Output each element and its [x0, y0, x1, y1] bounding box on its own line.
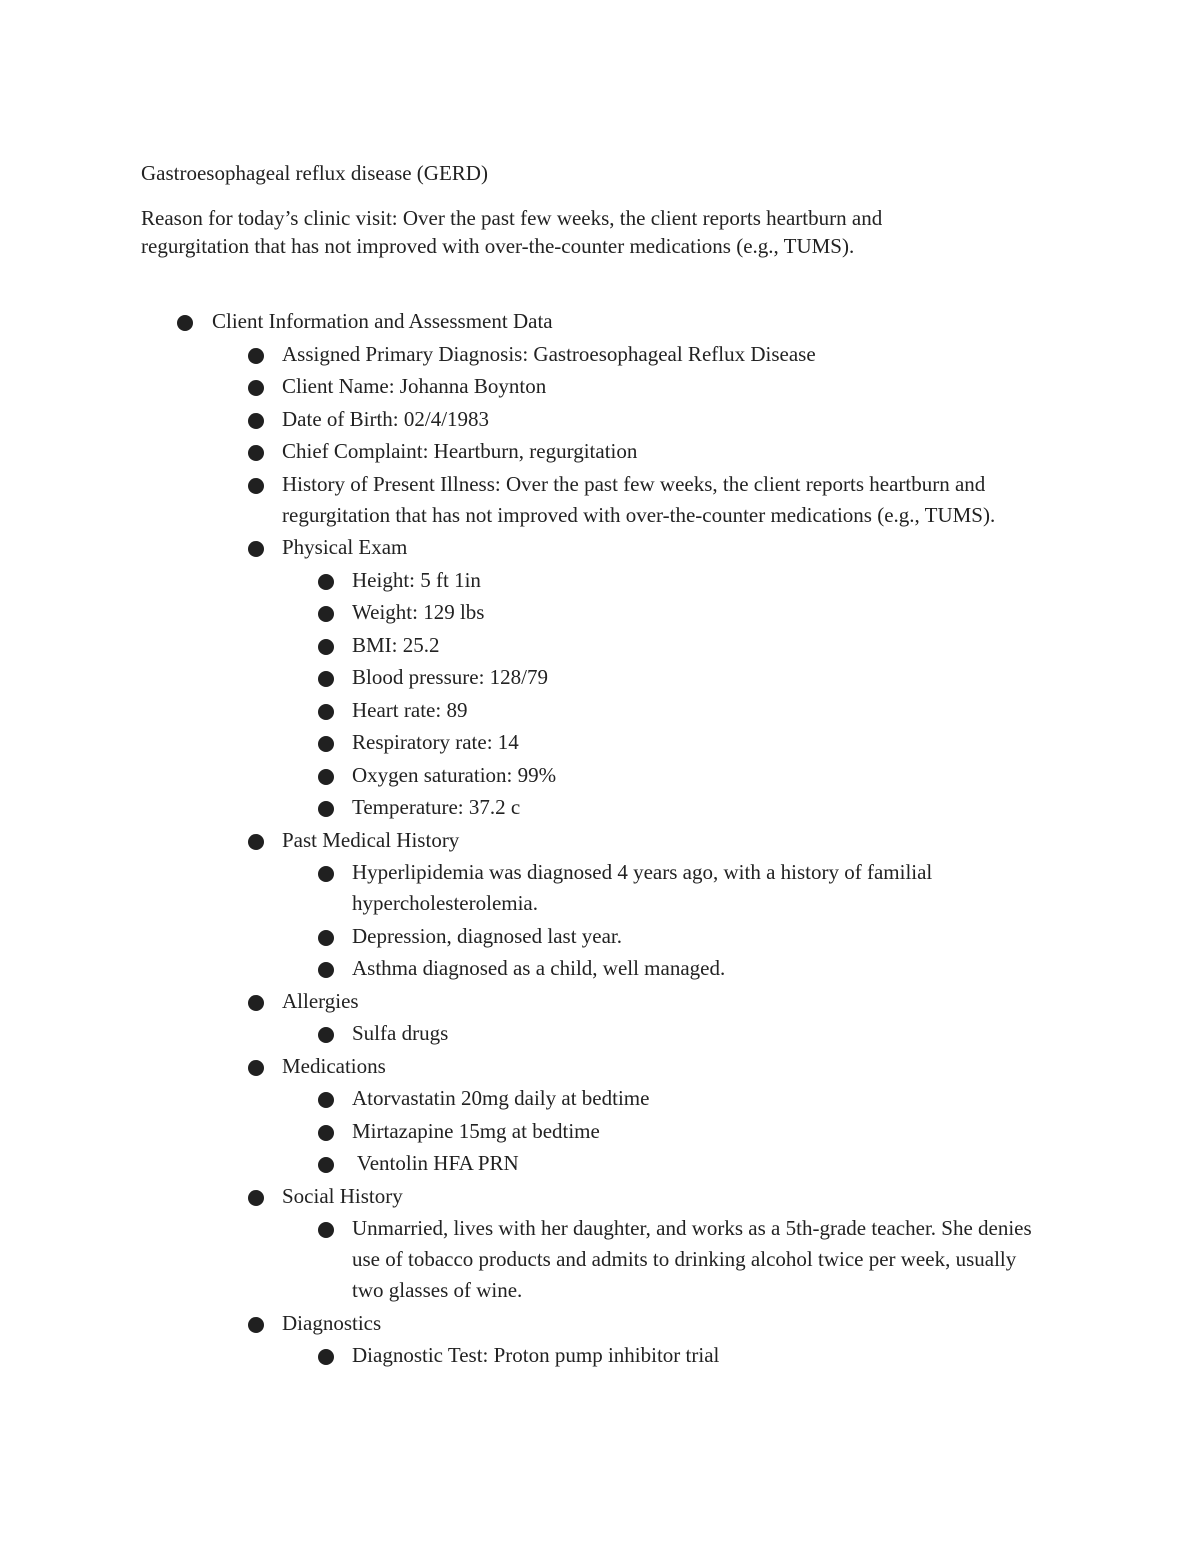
bullet-icon	[248, 1317, 264, 1333]
list-item-date-of-birth	[0, 404, 1200, 435]
list-item-weight	[0, 597, 1200, 628]
bullet-icon	[318, 736, 334, 752]
list-item-height	[0, 565, 1200, 596]
list-item-atorvastatin	[0, 1083, 1200, 1114]
bullet-icon	[248, 541, 264, 557]
history-of-present-illness-text: History of Present Illness: Over the past few weeks, the client reports heartburn and regurgitation that has not improved with over-the-counter medications (e.g., TUMS).	[282, 471, 996, 527]
medication-text: Mirtazapine 15mg at bedtime	[352, 1118, 600, 1143]
list-item-social-history-detail	[0, 1213, 1200, 1306]
bullet-icon	[318, 962, 334, 978]
list-item-chief-complaint	[0, 436, 1200, 467]
date-of-birth-text: Date of Birth: 02/4/1983	[282, 406, 490, 431]
list-item-allergies	[0, 986, 1200, 1017]
list-item-hyperlipidemia	[0, 857, 1200, 919]
visit-reason-line: regurgitation that has not improved with over-the-counter medications (e.g., TUMS).	[141, 234, 855, 258]
vital-sign-text: Height: 5 ft 1in	[352, 567, 481, 592]
bullet-icon	[318, 801, 334, 817]
bullet-icon	[318, 769, 334, 785]
bullet-icon	[248, 478, 264, 494]
list-item-temperature	[0, 792, 1200, 823]
list-item-bmi	[0, 630, 1200, 661]
list-item-heart-rate	[0, 695, 1200, 726]
bullet-icon	[318, 1157, 334, 1173]
list-item-client-name	[0, 371, 1200, 402]
list-item-depression	[0, 921, 1200, 952]
vital-sign-text: Oxygen saturation: 99%	[352, 762, 557, 787]
list-item-social-history	[0, 1181, 1200, 1212]
primary-diagnosis-text: Assigned Primary Diagnosis: Gastroesophageal Reflux Disease	[282, 341, 816, 366]
vital-sign-text: Blood pressure: 128/79	[352, 665, 548, 689]
list-item-ventolin	[0, 1148, 1200, 1179]
section-heading-client-information	[0, 306, 1200, 337]
list-item-physical-exam	[0, 532, 1200, 563]
diagnostics-heading: Diagnostics	[282, 1310, 382, 1335]
diagnostic-test-text: Diagnostic Test: Proton pump inhibitor trial	[352, 1343, 720, 1367]
medication-text: Atorvastatin 20mg daily at bedtime	[352, 1086, 650, 1110]
medication-text: Ventolin HFA PRN	[352, 1151, 519, 1175]
list-item-sulfa-drugs	[0, 1018, 1200, 1049]
list-item-asthma	[0, 953, 1200, 984]
allergies-heading: Allergies	[282, 988, 359, 1013]
assessment-outline	[0, 306, 1200, 1373]
bullet-icon	[318, 930, 334, 946]
bullet-icon	[318, 1349, 334, 1365]
bullet-icon	[318, 1222, 334, 1238]
list-item-medications	[0, 1051, 1200, 1082]
list-item-respiratory-rate	[0, 727, 1200, 758]
section-heading-label: Client Information and Assessment Data	[212, 309, 553, 333]
bullet-icon	[318, 866, 334, 882]
bullet-icon	[248, 348, 264, 364]
list-item-diagnostics	[0, 1308, 1200, 1339]
list-item-oxygen-saturation	[0, 760, 1200, 791]
social-history-heading: Social History	[282, 1183, 403, 1208]
list-item-past-medical-history	[0, 825, 1200, 856]
past-medical-history-heading: Past Medical History	[282, 827, 460, 852]
list-item-blood-pressure	[0, 662, 1200, 693]
visit-reason-line: Reason for today’s clinic visit: Over the past few weeks, the client reports heartburn and	[141, 206, 883, 230]
medical-history-text: Depression, diagnosed last year.	[352, 923, 623, 948]
bullet-icon	[248, 1190, 264, 1206]
medical-history-text: Asthma diagnosed as a child, well managed.	[352, 956, 726, 980]
bullet-icon	[248, 1060, 264, 1076]
vital-sign-text: Respiratory rate: 14	[352, 730, 519, 754]
bullet-icon	[318, 1092, 334, 1108]
social-history-text: Unmarried, lives with her daughter, and works as a 5th-grade teacher. She denies use of tobacco products and admits to drinking alcohol twice per week, usually two glasses of wine.	[352, 1216, 1032, 1302]
bullet-icon	[318, 639, 334, 655]
list-item-primary-diagnosis	[0, 339, 1200, 370]
vital-sign-text: Temperature: 37.2 c	[352, 795, 521, 819]
bullet-icon	[248, 445, 264, 461]
chief-complaint-text: Chief Complaint: Heartburn, regurgitation	[282, 439, 638, 463]
physical-exam-heading: Physical Exam	[282, 535, 408, 559]
list-item-mirtazapine	[0, 1116, 1200, 1147]
document-title: Gastroesophageal reflux disease (GERD)	[141, 161, 488, 185]
client-name-text: Client Name: Johanna Boynton	[282, 374, 547, 398]
bullet-icon	[318, 704, 334, 720]
list-item-history-of-present-illness	[0, 469, 1200, 531]
allergy-text: Sulfa drugs	[352, 1021, 449, 1045]
vital-sign-text: Weight: 129 lbs	[352, 600, 485, 624]
bullet-icon	[318, 606, 334, 622]
bullet-icon	[318, 1125, 334, 1141]
bullet-icon	[177, 315, 193, 331]
medical-history-text: Hyperlipidemia was diagnosed 4 years ago, with a history of familial hypercholesterolemia.	[352, 860, 933, 915]
bullet-icon	[248, 413, 264, 429]
bullet-icon	[318, 574, 334, 590]
list-item-diagnostic-test	[0, 1340, 1200, 1371]
vital-sign-text: Heart rate: 89	[352, 697, 468, 722]
visit-reason-paragraph	[141, 204, 1041, 260]
bullet-icon	[248, 834, 264, 850]
bullet-icon	[318, 1027, 334, 1043]
bullet-icon	[318, 671, 334, 687]
bullet-icon	[248, 995, 264, 1011]
medications-heading: Medications	[282, 1053, 386, 1078]
vital-sign-text: BMI: 25.2	[352, 632, 440, 657]
bullet-icon	[248, 380, 264, 396]
